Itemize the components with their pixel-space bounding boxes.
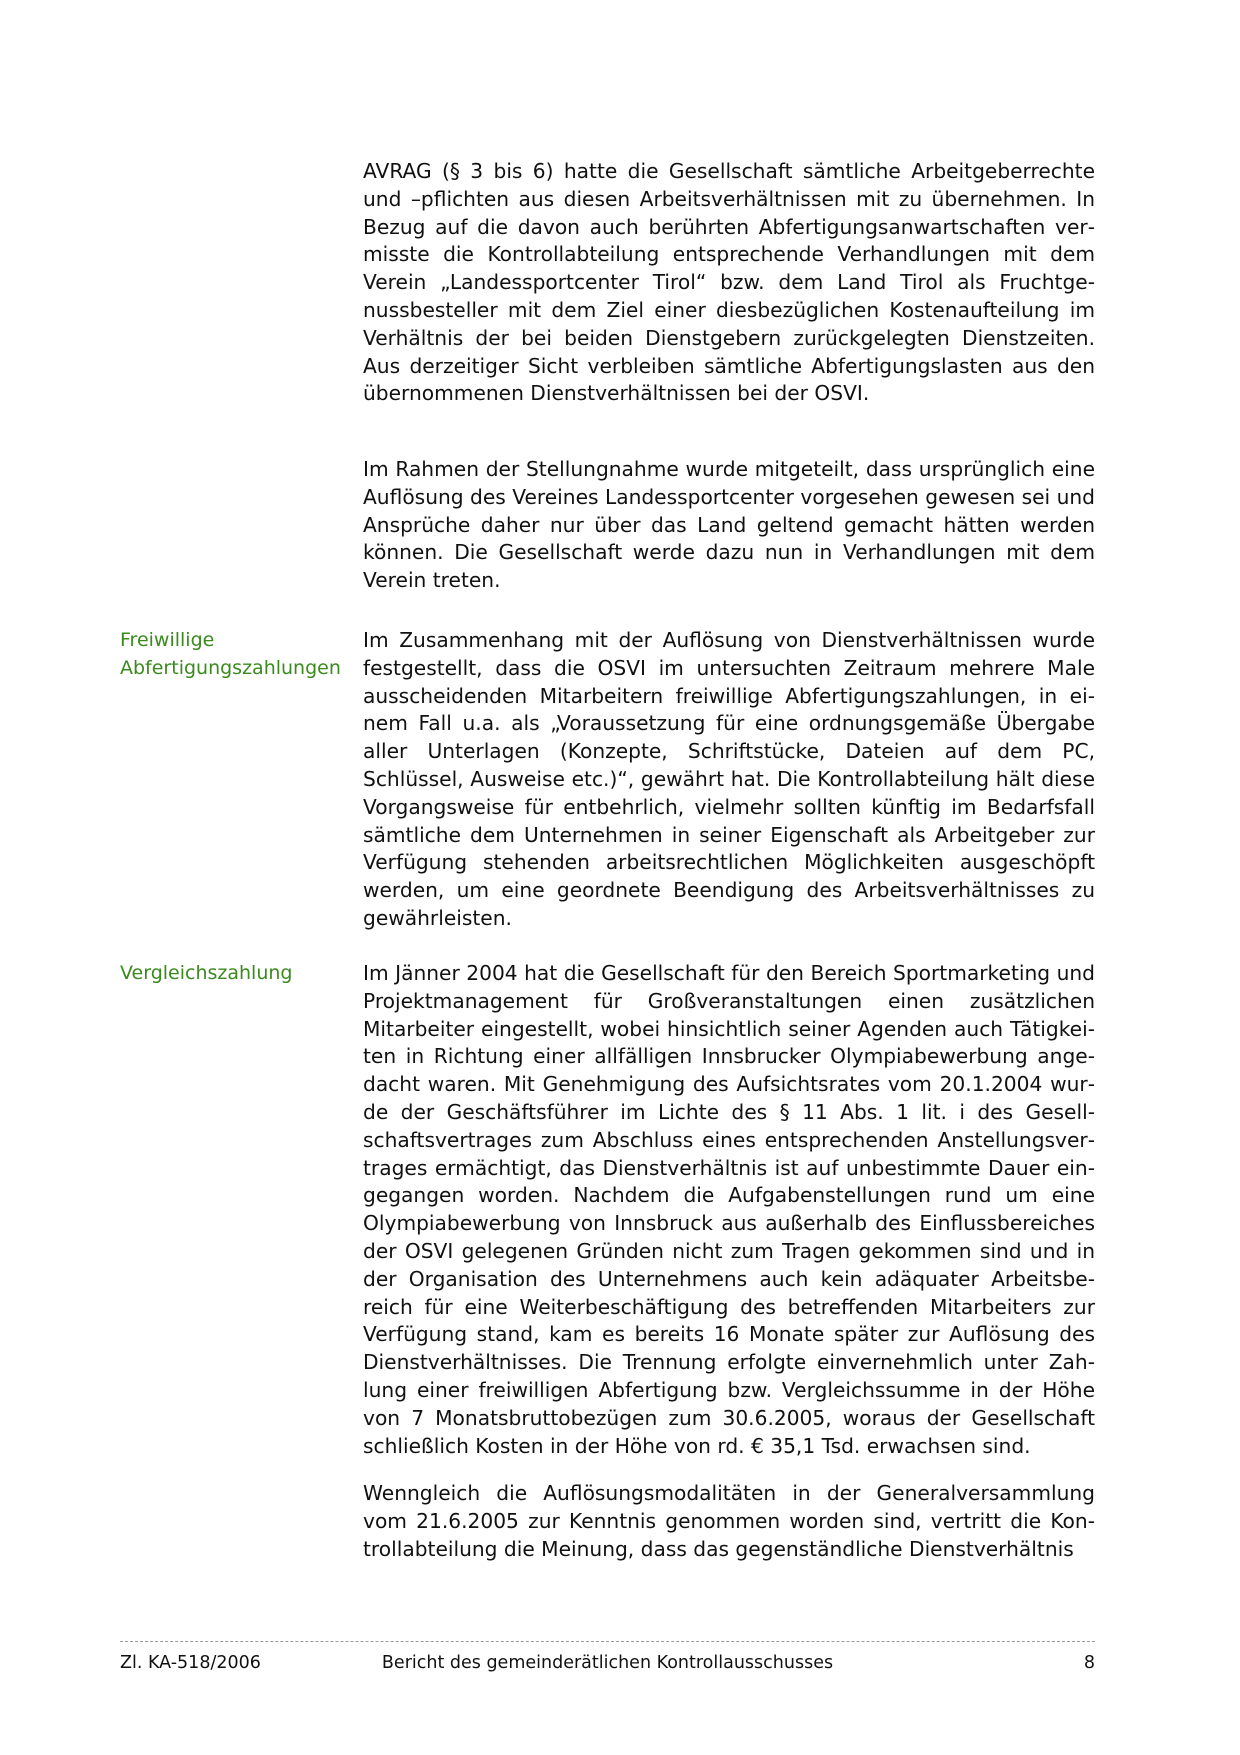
body-paragraph: Wenngleich die Auflösungsmodalitäten in der Generalversammlung vom 21.6.2005 zur Kenntnis genommen worden sind, vertritt die Kontrollabteilung die Meinung, dass das gegenständliche Dienstverhältnis bbox=[363, 1481, 1095, 1561]
margin-note-freiwillige-abfertigungszahlungen: Freiwillige Abfertigungszahlungen bbox=[120, 629, 341, 679]
margin-note-vergleichszahlung: Vergleichszahlung bbox=[120, 962, 293, 984]
body-paragraph: AVRAG (§ 3 bis 6) hatte die Gesellschaft sämtliche Arbeitgeberrechte und –pflichten aus diesen Arbeitsverhältnissen mit zu übernehmen. In Bezug auf die davon auch berührten Abfertigungsanwartschaften vermisste die Kontrollabteilung entsprechende Verhandlungen mit dem Verein „Landessportcenter Tirol“ bzw. dem Land Tirol als Fruchtgenussbesteller mit dem Ziel einer diesbezüglichen Kostenaufteilung im Verhältnis der bei beiden Dienstgebern zurückgelegten Dienstzeiten. Aus derzeitiger Sicht verbleiben sämtliche Abfertigungslasten aus den übernommenen Dienstverhältnissen bei der OSVI. bbox=[363, 159, 1095, 406]
footer-reference: Zl. KA-518/2006 bbox=[120, 1653, 261, 1673]
page-footer bbox=[120, 1650, 1095, 1680]
footer-title: Bericht des gemeinderätlichen Kontrollausschusses bbox=[381, 1653, 834, 1673]
body-paragraph: Im Rahmen der Stellungnahme wurde mitgeteilt, dass ursprünglich eine Auflösung des Vereines Landessportcenter vorgesehen gewesen sei und Ansprüche daher nur über das Land geltend gemacht hätten werden können. Die Gesellschaft werde dazu nun in Verhandlungen mit dem Verein treten. bbox=[363, 457, 1095, 593]
body-paragraph: Im Zusammenhang mit der Auflösung von Dienstverhältnissen wurde festgestellt, dass die OSVI im untersuchten Zeitraum mehrere Male ausscheidenden Mitarbeitern freiwillige Abfertigungszahlungen, in einem Fall u.a. als „Voraussetzung für eine ordnungsgemäße Übergabe aller Unterlagen (Konzepte, Schriftstücke, Dateien auf dem PC, Schlüssel, Ausweise etc.)“, gewährt hat. Die Kontrollabteilung hält diese Vorgangsweise für entbehrlich, vielmehr sollten künftig im Bedarfsfall sämtliche dem Unternehmen in seiner Eigenschaft als Arbeitgeber zur Verfügung stehenden arbeitsrechtlichen Möglichkeiten ausgeschöpft werden, um eine geordnete Beendigung des Arbeitsverhältnisses zu gewährleisten. bbox=[363, 628, 1095, 930]
body-paragraph: Im Jänner 2004 hat die Gesellschaft für den Bereich Sportmarketing und Projektmanagement für Großveranstaltungen einen zusätzlichen Mitarbeiter eingestellt, wobei hinsichtlich seiner Agenden auch Tätigkeiten in Richtung einer allfälligen Innsbrucker Olympiabewerbung angedacht waren. Mit Genehmigung des Aufsichtsrates vom 20.1.2004 wurde der Geschäftsführer im Lichte des § 11 Abs. 1 lit. i des Gesellschaftsvertrages zum Abschluss eines entsprechenden Anstellungsvertrages ermächtigt, das Dienstverhältnis ist auf unbestimmte Dauer eingegangen worden. Nachdem die Aufgabenstellungen rund um eine Olympiabewerbung von Innsbruck aus außerhalb des Einflussbereiches der OSVI gelegenen Gründen nicht zum Tragen gekommen sind und in der Organisation des Unternehmens auch kein adäquater Arbeitsbereich für eine Weiterbeschäftigung des betreffenden Mitarbeiters zur Verfügung stand, kam es bereits 16 Monate später zur Auflösung des Dienstverhältnisses. Die Trennung erfolgte einvernehmlich unter Zahlung einer freiwilligen Abfertigung bzw. Vergleichssumme in der Höhe von 7 Monatsbruttobezügen zum 30.6.2005, woraus der Gesellschaft schließlich Kosten in der Höhe von rd. € 35,1 Tsd. erwachsen sind. bbox=[363, 961, 1095, 1458]
footer-page-number: 8 bbox=[1083, 1653, 1095, 1673]
footer-divider bbox=[120, 1641, 1095, 1642]
